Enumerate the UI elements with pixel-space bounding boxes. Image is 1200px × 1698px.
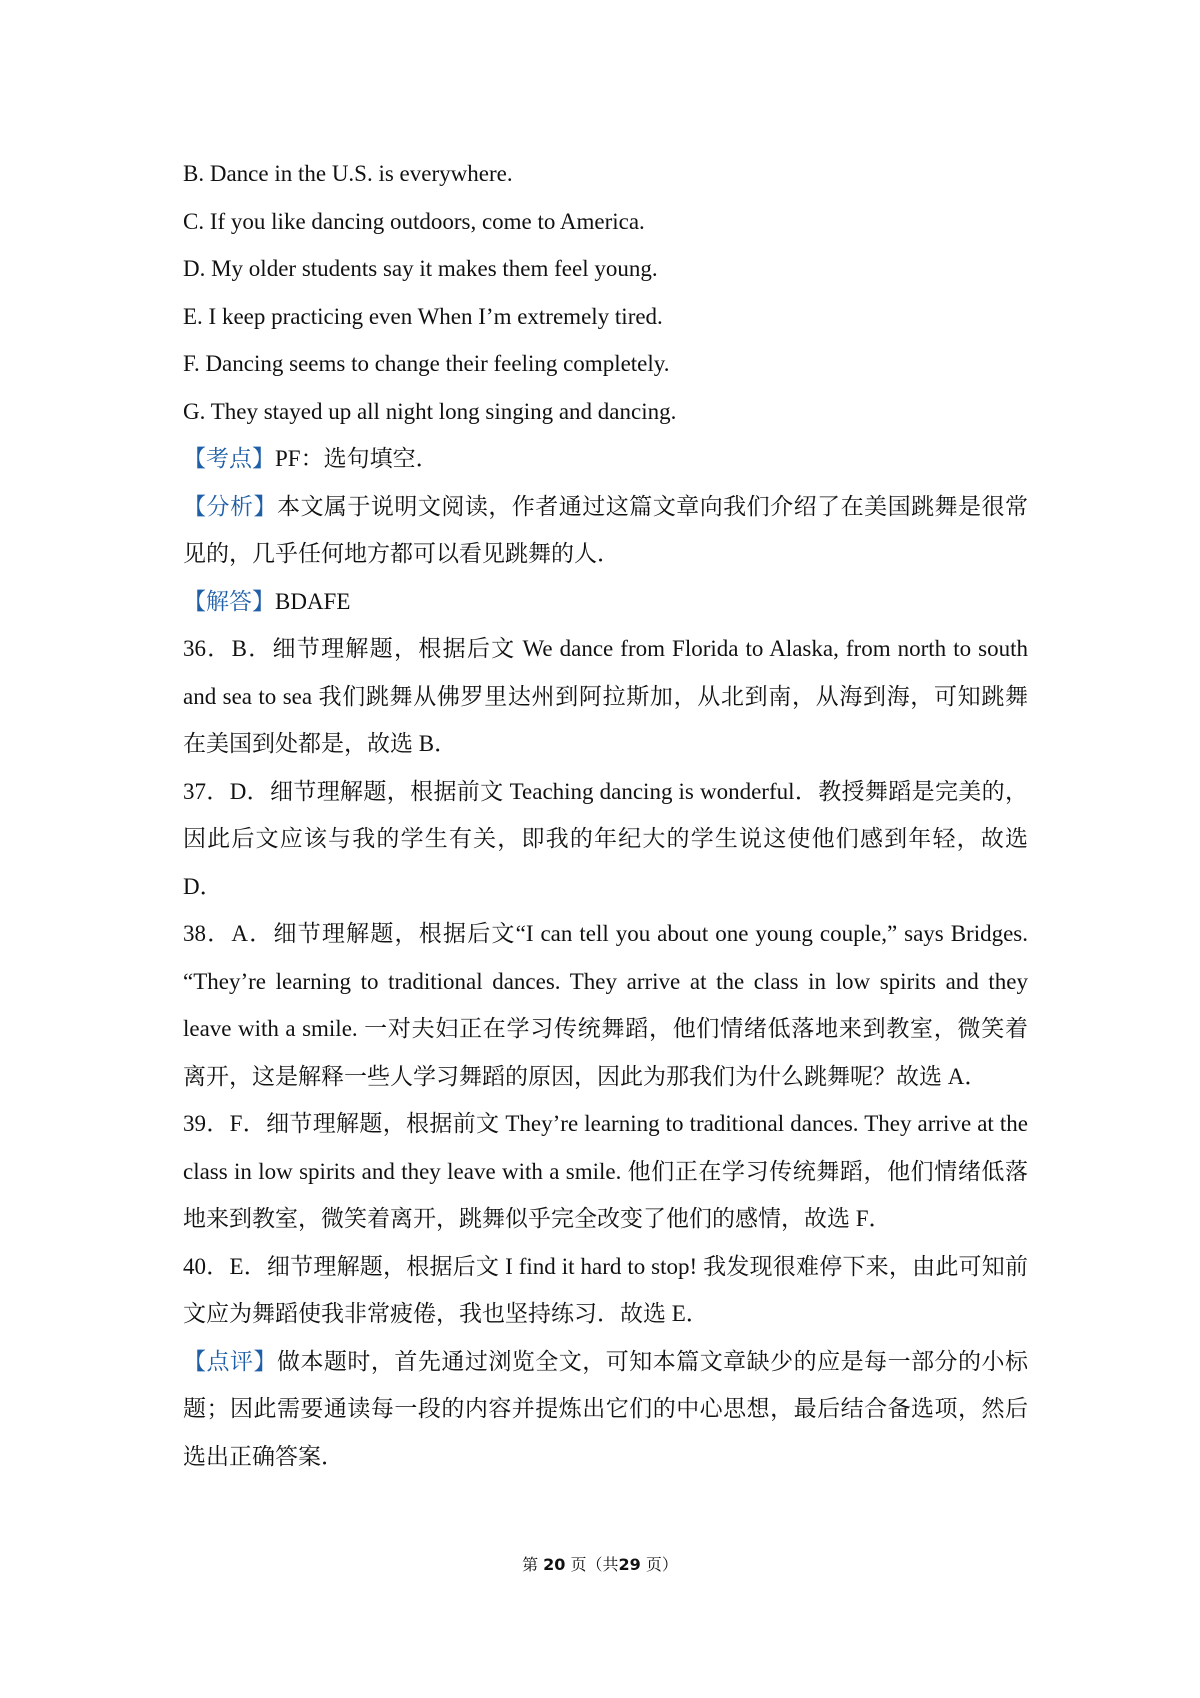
kaodian-text: PF：选句填空． [275, 446, 439, 471]
footer-middle: 页（共 [570, 1555, 619, 1574]
page-content [183, 150, 1028, 1480]
kaodian-tag: 【考点】 [183, 446, 275, 471]
footer-suffix: 页） [645, 1555, 678, 1574]
option-b: B. Dance in the U.S. is everywhere. [183, 161, 513, 186]
answer-40: 40．E．细节理解题，根据后文 I find it hard to stop! 我发现很难停下来，由此可知前文应为舞蹈使我非常疲倦，我也坚持练习．故选 E． [183, 1253, 1028, 1326]
fenxi-section [183, 483, 1028, 578]
jieda-section [183, 578, 1028, 626]
page-footer [0, 1553, 1200, 1577]
answer-37: 37．D．细节理解题，根据前文 Teaching dancing is wonderful．教授舞蹈是完美的，因此后文应该与我的学生有关，即我的年纪大的学生说这使他们感到年轻，故选 D． [183, 778, 1028, 899]
answer-38: 38．A．细节理解题，根据后文“I can tell you about one young couple,” says Bridges. “They’re learning to traditional dances. They arrive at the class in low spirits and they leave with a smile. 一对夫妇正在学习传统舞蹈，他们情绪低落地来到教室，微笑着离开，这是解释一些人学习舞蹈的原因，因此为那我们为什么跳舞呢？故选 A． [183, 921, 1028, 1089]
fenxi-tag: 【分析】 [183, 493, 277, 519]
jieda-text: BDAFE [275, 588, 351, 614]
answer-39: 39．F．细节理解题，根据前文 They’re learning to traditional dances. They arrive at the class in low spirits and they leave with a smile. 他们正在学习传统舞蹈，他们情绪低落地来到教室，微笑着离开，跳舞似乎完全改变了他们的感情，故选 F． [183, 1111, 1028, 1231]
option-g: G. They stayed up all night long singing and dancing. [183, 398, 677, 424]
kaodian-section [183, 435, 1028, 483]
answer-36: 36．B．细节理解题，根据后文 We dance from Florida to Alaska, from north to south and sea to sea 我们跳舞从佛罗里达州到阿拉斯加，从北到南，从海到海，可知跳舞在美国到处都是，故选 B． [183, 636, 1028, 756]
option-e: E. I keep practicing even When I’m extremely tired. [183, 303, 663, 329]
jieda-tag: 【解答】 [183, 588, 275, 614]
footer-prefix: 第 [522, 1555, 539, 1574]
dianping-section [183, 1338, 1028, 1481]
option-f: F. Dancing seems to change their feeling completely. [183, 351, 670, 376]
option-d: D. My older students say it makes them feel young. [183, 256, 658, 281]
fenxi-text: 本文属于说明文阅读，作者通过这篇文章向我们介绍了在美国跳舞是很常见的，几乎任何地方都可以看见跳舞的人． [183, 493, 1029, 566]
footer-total-pages: 29 [618, 1555, 641, 1574]
dianping-tag: 【点评】 [183, 1348, 277, 1374]
dianping-text: 做本题时，首先通过浏览全文，可知本篇文章缺少的应是每一部分的小标题；因此需要通读每一段的内容并提炼出它们的中心思想，最后结合备选项，然后选出正确答案． [183, 1348, 1029, 1469]
option-c: C. If you like dancing outdoors, come to America. [183, 208, 645, 234]
footer-page-number: 20 [543, 1555, 566, 1574]
